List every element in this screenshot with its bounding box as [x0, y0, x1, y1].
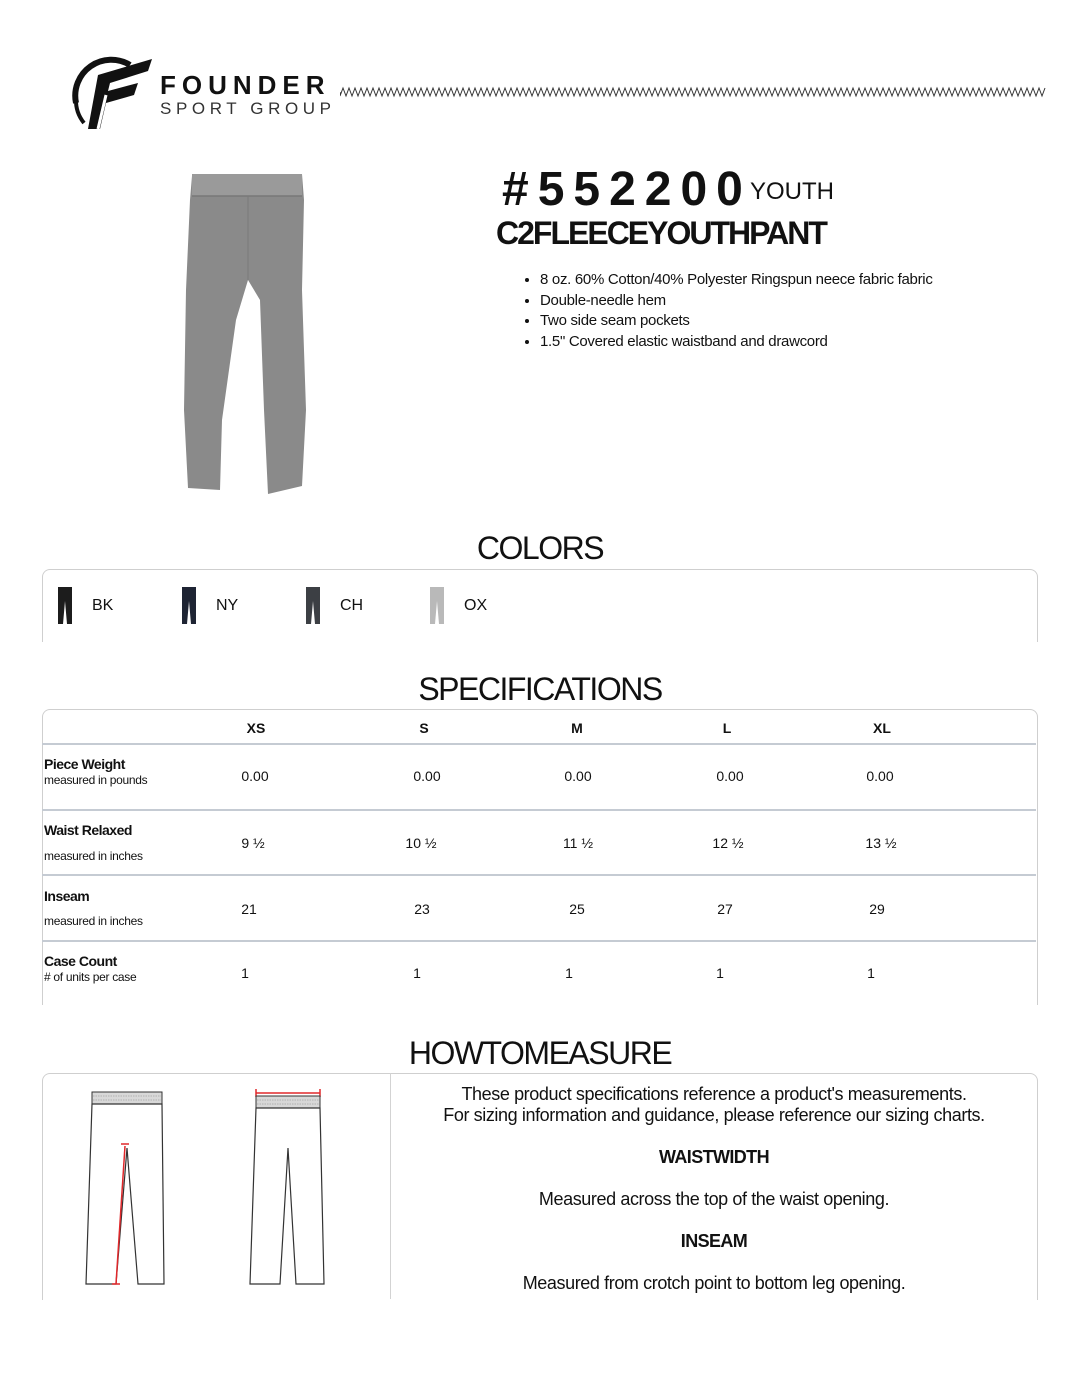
- zigzag-divider: [340, 86, 1046, 98]
- pant-swatch-icon: [304, 587, 322, 625]
- size-header: XS: [246, 720, 266, 736]
- spec-unit: # of units per case: [44, 970, 137, 984]
- founder-logo-icon: [68, 55, 158, 133]
- table-cell: 29: [869, 901, 885, 917]
- color-code: OX: [464, 597, 488, 614]
- colors-title: COLORS: [476, 530, 604, 566]
- table-cell: 27: [717, 901, 733, 917]
- inseam-text: Measured from crotch point to bottom leg opening.: [522, 1273, 906, 1293]
- waist-width-diagram: [248, 1088, 328, 1288]
- product-photo: [176, 170, 326, 500]
- size-header: L: [722, 720, 732, 736]
- product-name: C2FLEECEYOUTHPANT: [496, 215, 826, 251]
- size-header: M: [571, 720, 583, 736]
- spec-unit: measured in inches: [44, 914, 143, 928]
- spec-label: Piece Weight: [44, 756, 125, 772]
- audience-label: YOUTH: [750, 178, 834, 205]
- color-code: NY: [216, 597, 239, 614]
- table-cell: 0.00: [564, 768, 592, 784]
- size-header: S: [419, 720, 429, 736]
- brand-subtitle: SPORT GROUP: [160, 99, 336, 118]
- colors-panel: [42, 569, 1038, 642]
- table-divider: [42, 743, 1036, 745]
- feature-item: • 8 oz. 60% Cotton/40% Polyester Ringspun neece fabric fabric: [540, 270, 933, 291]
- how-to-measure-title: HOWTOMEASURE: [408, 1035, 672, 1071]
- panel-divider: [390, 1073, 391, 1299]
- table-divider: [42, 874, 1036, 876]
- table-cell: 12 ½: [712, 835, 744, 851]
- table-cell: 25: [569, 901, 585, 917]
- table-cell: 11 ½: [562, 835, 594, 851]
- feature-list: [522, 270, 933, 352]
- table-cell: 1: [413, 965, 421, 981]
- spec-label: Inseam: [44, 888, 90, 904]
- pant-swatch-icon: [428, 587, 446, 625]
- table-cell: 0.00: [413, 768, 441, 784]
- table-cell: 0.00: [866, 768, 894, 784]
- size-header-row: [42, 717, 1036, 745]
- inseam-diagram: [84, 1088, 170, 1288]
- color-code: CH: [340, 597, 364, 614]
- feature-item: • Double-needle hem: [540, 291, 933, 312]
- measure-intro-line: These product specifications reference a product's measurements.: [461, 1084, 967, 1104]
- waist-width-heading: WAISTWIDTH: [659, 1147, 769, 1167]
- table-cell: 21: [241, 901, 257, 917]
- table-cell: 0.00: [241, 768, 269, 784]
- table-divider: [42, 809, 1036, 811]
- feature-item: • Two side seam pockets: [540, 311, 933, 332]
- spec-unit: measured in pounds: [44, 773, 148, 787]
- table-cell: 23: [414, 901, 430, 917]
- table-cell: 1: [867, 965, 875, 981]
- table-cell: 13 ½: [865, 835, 897, 851]
- feature-item: • 1.5" Covered elastic waistband and drawcord: [540, 332, 933, 353]
- table-cell: 9 ½: [241, 835, 265, 851]
- spec-label: Case Count: [44, 953, 117, 969]
- style-number: #552200: [502, 163, 752, 216]
- pant-swatch-icon: [56, 587, 74, 625]
- table-cell: 10 ½: [405, 835, 437, 851]
- table-divider: [42, 940, 1036, 942]
- color-code: BK: [92, 597, 114, 614]
- spec-label: Waist Relaxed: [44, 822, 132, 838]
- pant-swatch-icon: [180, 587, 198, 625]
- table-cell: 1: [716, 965, 724, 981]
- table-cell: 0.00: [716, 768, 744, 784]
- specifications-panel: [42, 709, 1038, 1005]
- measure-intro-line: For sizing information and guidance, please reference our sizing charts.: [443, 1105, 985, 1125]
- spec-unit: measured in inches: [44, 849, 143, 863]
- specifications-title: SPECIFICATIONS: [418, 671, 662, 707]
- waist-width-text: Measured across the top of the waist opening.: [538, 1189, 890, 1209]
- size-header: XL: [873, 720, 891, 736]
- table-cell: 1: [241, 965, 249, 981]
- table-cell: 1: [565, 965, 573, 981]
- inseam-heading: INSEAM: [680, 1231, 748, 1251]
- brand-name: FOUNDER: [160, 70, 331, 100]
